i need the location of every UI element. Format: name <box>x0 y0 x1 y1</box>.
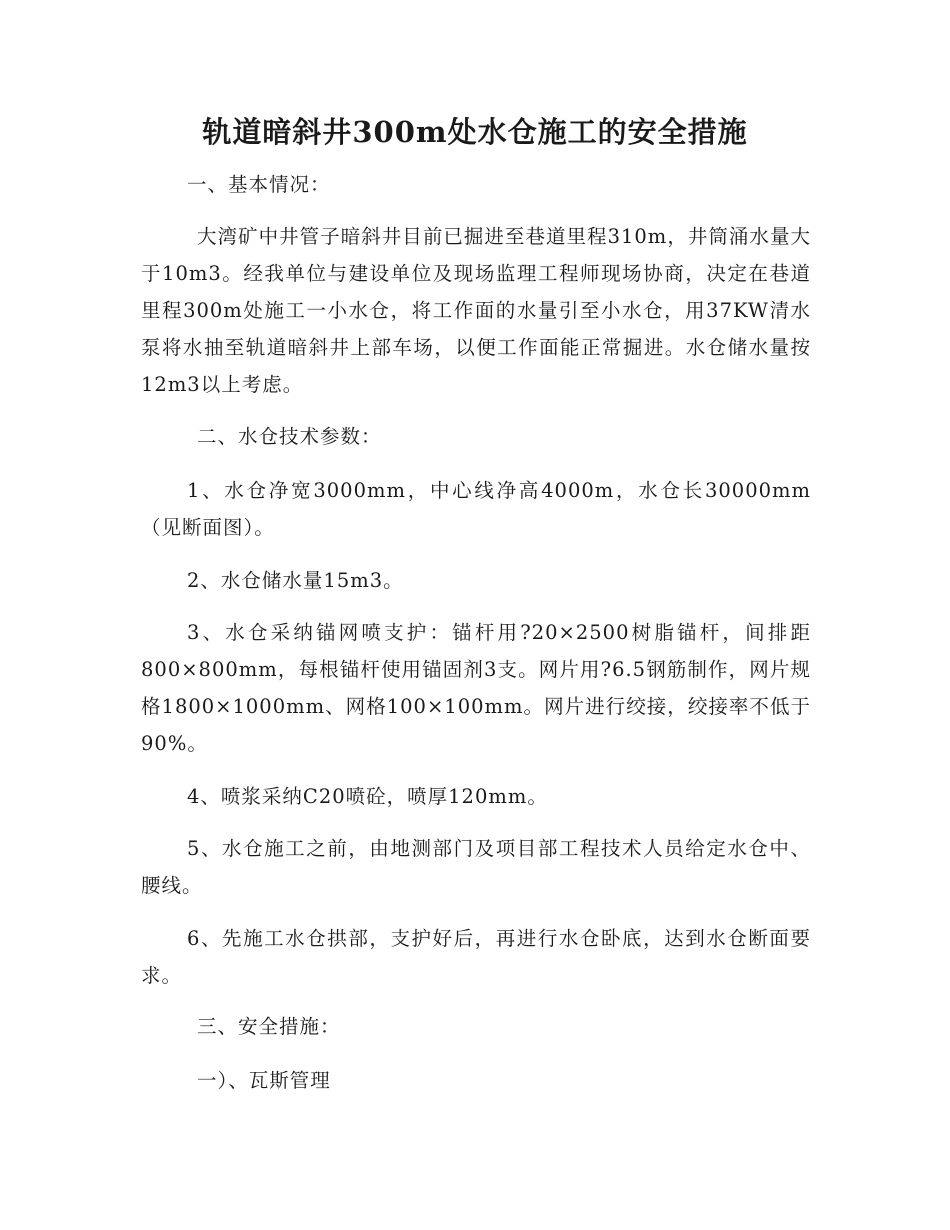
param-item-6: 6、先施工水仓拱部，支护好后，再进行水仓卧底，达到水仓断面要求。 <box>141 927 811 987</box>
param-item-4: 4、喷浆采纳C20喷砼，喷厚120mm。 <box>187 785 548 808</box>
param-item-3: 3、水仓采纳锚网喷支护：锚杆用?20×2500树脂锚杆，间排距800×800mm，每根锚杆使用锚固剂3支。网片用?6.5钢筋制作，网片规格1800×1000mm、网格100×100mm。网片进行绞接，绞接率不低于90%。 <box>141 621 811 755</box>
subsection-heading-gas: 一）、瓦斯管理 <box>197 1069 331 1092</box>
document-title: 轨道暗斜井300m处水仓施工的安全措施 <box>202 115 748 149</box>
section-heading-safety: 三、安全措施： <box>197 1015 341 1038</box>
param-item-2: 2、水仓储水量15m3。 <box>187 569 404 592</box>
param-item-5: 5、水仓施工之前，由地测部门及项目部工程技术人员给定水仓中、腰线。 <box>141 837 811 897</box>
section-heading-basic-info: 一、基本情况： <box>187 173 331 196</box>
param-item-1: 1、水仓净宽3000mm，中心线净高4000m，水仓长30000mm（见断面图）。 <box>141 479 811 539</box>
paragraph-basic-info: 大湾矿中井管子暗斜井目前已掘进至巷道里程310m，井筒涌水量大于10m3。经我单位与建设单位及现场监理工程师现场协商，决定在巷道里程300m处施工一小水仓，将工作面的水量引至小水仓，用37KW清水泵将水抽至轨道暗斜井上部车场，以便工作面能正常掘进。水仓储水量按12m3以上考虑。 <box>141 225 811 396</box>
section-heading-tech-params: 二、水仓技术参数： <box>197 425 382 448</box>
